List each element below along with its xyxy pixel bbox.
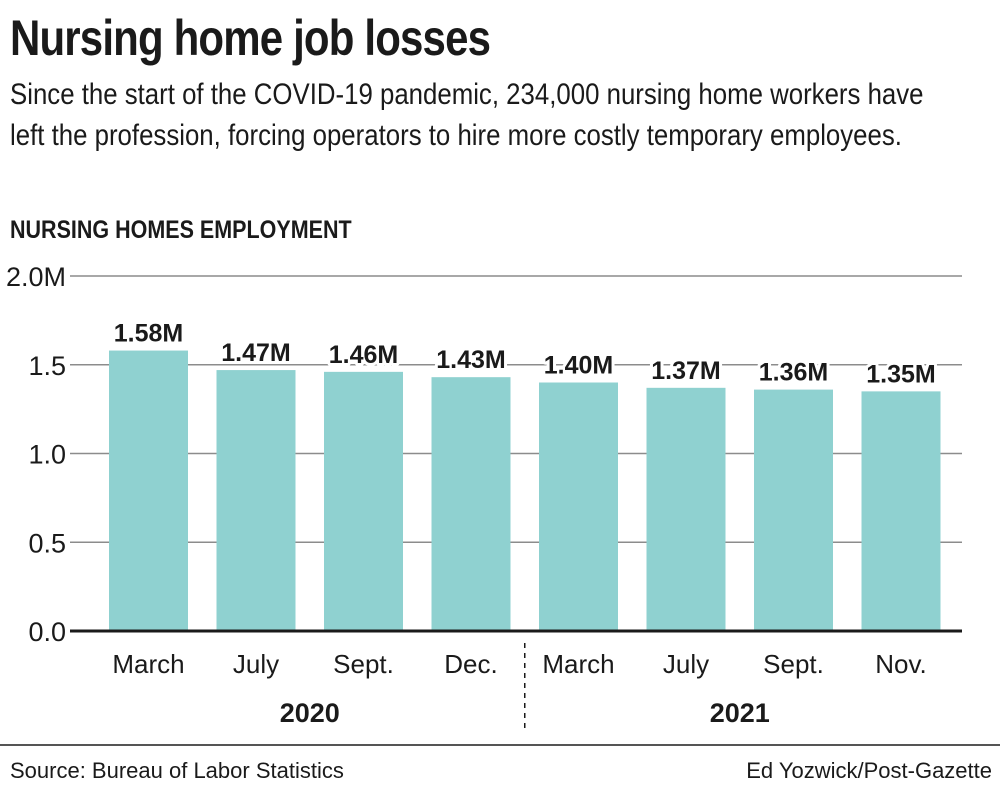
chart-label: NURSING HOMES EMPLOYMENT — [10, 216, 352, 244]
chart-title: Nursing home job losses — [10, 10, 491, 66]
x-tick-label: Sept. — [763, 649, 824, 679]
chart-subtitle: Since the start of the COVID-19 pandemic, 234,000 nursing home workers have left the profession, forcing operators to hire more costly temporary employees. — [10, 78, 924, 152]
data-label: 1.40M — [543, 351, 614, 380]
bar — [432, 377, 511, 631]
data-label: 1.43M — [436, 346, 506, 375]
data-label: 1.36M — [758, 358, 829, 387]
bar — [862, 391, 941, 631]
x-tick-label: July — [232, 649, 280, 679]
y-tick-label: 1.0 — [28, 439, 66, 470]
bar — [539, 383, 618, 632]
footer-divider — [0, 744, 1000, 746]
bar — [324, 372, 403, 631]
y-tick-label: 0.5 — [28, 528, 66, 559]
y-tick-label: 2.0M — [5, 262, 66, 292]
x-tick-label: Nov. — [875, 649, 927, 679]
x-tick-label: March — [112, 649, 185, 679]
year-group-label: 2021 — [709, 698, 770, 728]
y-tick-label: 1.5 — [28, 350, 66, 381]
data-label: 1.37M — [651, 356, 721, 385]
data-label: 1.46M — [328, 340, 399, 369]
x-tick-label: July — [662, 649, 710, 679]
data-label: 1.58M — [113, 319, 184, 348]
bar — [647, 388, 726, 631]
credit-note: Ed Yozwick/Post-Gazette — [746, 758, 992, 783]
x-tick-label: Dec. — [444, 649, 498, 679]
data-label: 1.47M — [221, 339, 291, 368]
data-label: 1.35M — [866, 360, 936, 389]
bar — [217, 370, 296, 631]
year-group-label: 2020 — [279, 698, 340, 728]
bar — [109, 351, 188, 631]
x-tick-label: Sept. — [333, 649, 394, 679]
x-tick-label: March — [542, 649, 615, 679]
source-note: Source: Bureau of Labor Statistics — [10, 758, 344, 783]
bar — [754, 390, 833, 631]
y-tick-label: 0.0 — [28, 617, 66, 647]
